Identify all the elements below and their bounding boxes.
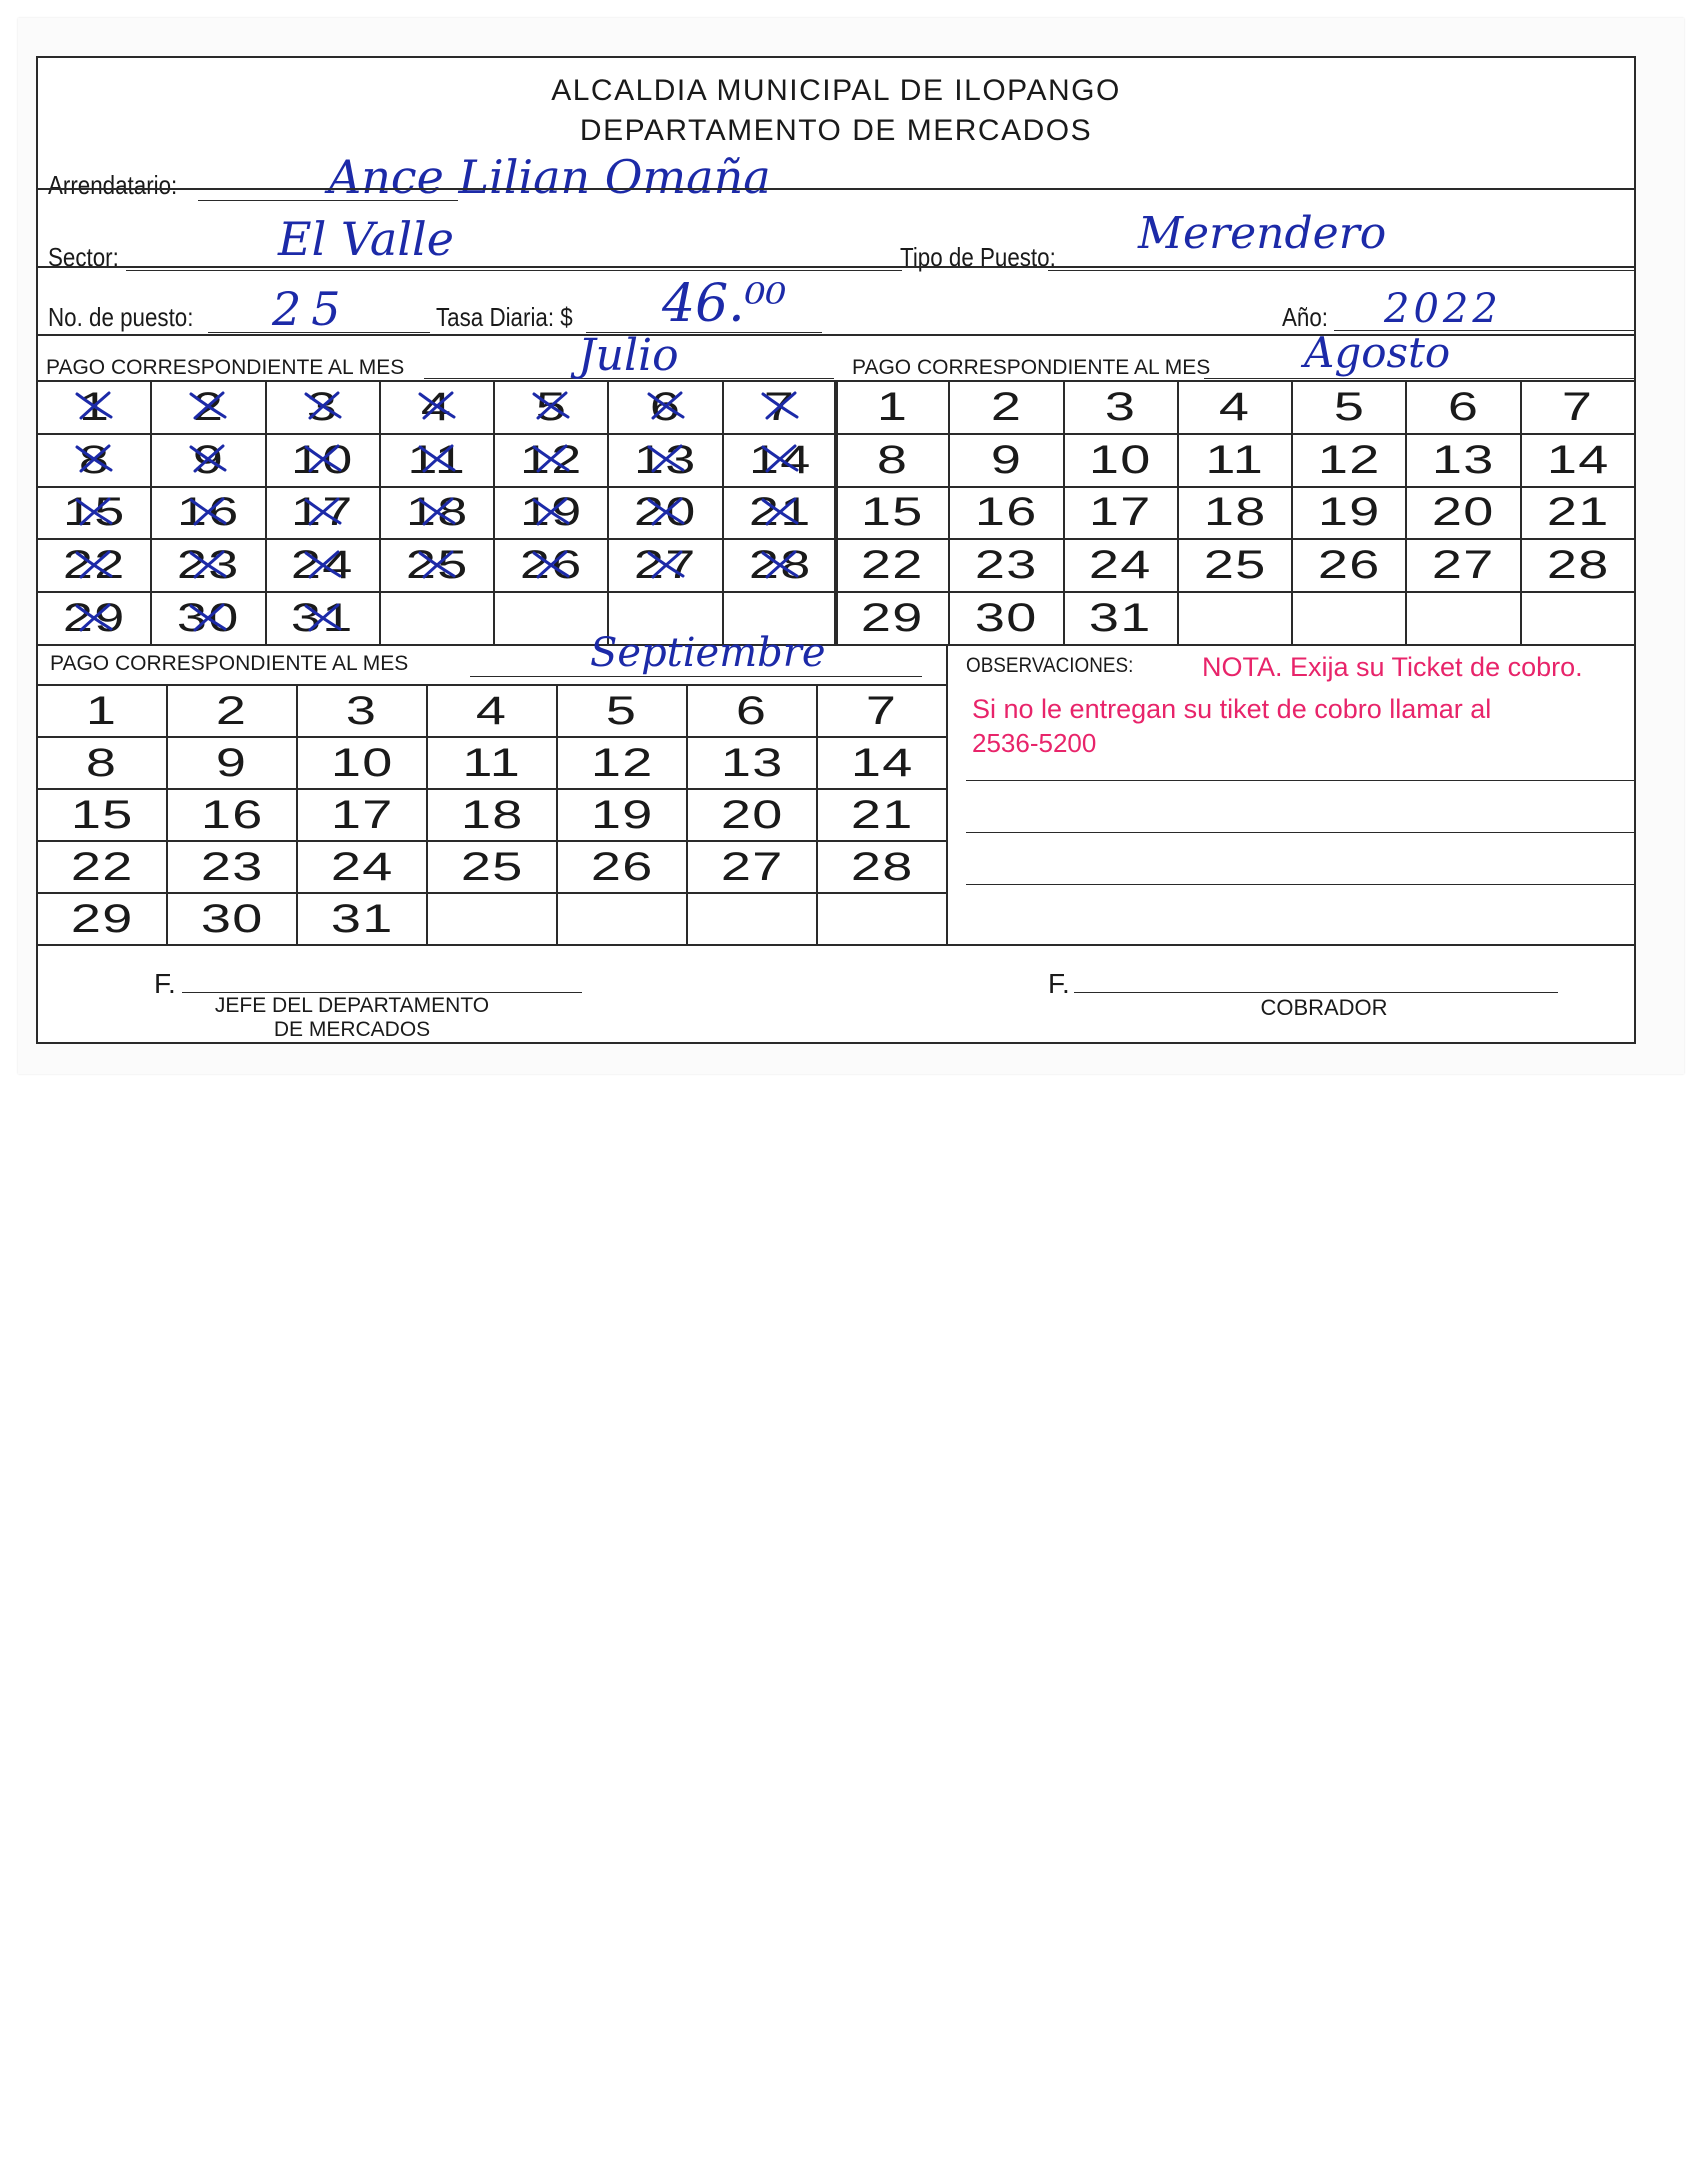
day-cell — [151, 487, 265, 540]
day-cell — [557, 685, 687, 737]
nota-ticket: NOTA. Exija su Ticket de cobro. — [1202, 652, 1583, 682]
day-number: 30 — [200, 896, 264, 941]
signature-label-cobrador: COBRADOR — [1260, 995, 1388, 1020]
day-number: 29 — [70, 896, 134, 941]
day-cell — [380, 539, 494, 592]
day-cell — [817, 841, 947, 893]
day-cell — [427, 841, 557, 893]
day-cell — [151, 381, 265, 434]
empty-cell — [1292, 592, 1406, 645]
calendar-septiembre — [36, 684, 948, 946]
day-number: 17 — [291, 490, 355, 535]
day-cell — [608, 539, 722, 592]
day-cell — [266, 381, 380, 434]
day-cell — [1406, 434, 1520, 487]
day-number: 26 — [590, 844, 654, 889]
day-cell — [167, 685, 297, 737]
day-cell — [37, 893, 167, 945]
department-title: DEPARTAMENTO DE MERCADOS — [579, 114, 1093, 147]
signature-label-jefe — [202, 994, 502, 1042]
day-cell — [380, 434, 494, 487]
calendar-week-row — [835, 434, 1635, 487]
day-number: 24 — [330, 844, 394, 889]
day-cell — [37, 592, 151, 645]
day-cell — [1521, 487, 1635, 540]
day-cell — [494, 539, 608, 592]
sector-value: El Valle — [278, 212, 454, 266]
day-cell — [427, 685, 557, 737]
day-cell — [608, 381, 722, 434]
day-number: 2 — [990, 384, 1023, 429]
day-cell — [494, 434, 608, 487]
municipality-title: ALCALDIA MUNICIPAL DE ILOPANGO — [551, 74, 1121, 107]
day-number: 21 — [748, 490, 812, 535]
day-number: 31 — [330, 896, 394, 941]
day-cell — [817, 685, 947, 737]
day-cell — [37, 737, 167, 789]
day-cell — [949, 592, 1063, 645]
empty-cell — [817, 893, 947, 945]
day-number: 1 — [78, 384, 110, 429]
day-cell — [1178, 487, 1292, 540]
month-underline-septiembre — [470, 676, 922, 677]
day-number: 23 — [975, 543, 1038, 588]
month-name-julio: Julio — [578, 330, 679, 381]
day-number: 11 — [462, 740, 522, 785]
day-number: 9 — [192, 437, 225, 482]
day-number: 21 — [850, 792, 914, 837]
day-cell — [835, 381, 949, 434]
day-number: 19 — [519, 490, 583, 535]
day-cell — [1292, 381, 1406, 434]
day-cell — [380, 487, 494, 540]
calendar-week-row — [37, 789, 947, 841]
day-number: 22 — [70, 844, 134, 889]
day-cell — [817, 789, 947, 841]
day-number: 10 — [1089, 437, 1153, 482]
day-cell — [167, 893, 297, 945]
day-number: 4 — [1219, 384, 1251, 429]
day-number: 30 — [177, 596, 240, 641]
day-cell — [151, 539, 265, 592]
day-number: 6 — [736, 688, 768, 733]
day-number: 31 — [291, 596, 355, 641]
empty-cell — [687, 893, 817, 945]
day-cell — [835, 487, 949, 540]
day-number: 16 — [200, 792, 264, 837]
day-cell — [835, 539, 949, 592]
day-number: 29 — [62, 596, 126, 641]
day-number: 30 — [975, 596, 1038, 641]
day-number: 5 — [535, 384, 567, 429]
signature-line-jefe — [182, 992, 582, 993]
day-number: 16 — [975, 490, 1038, 535]
day-number: 3 — [1105, 384, 1137, 429]
day-cell — [817, 737, 947, 789]
day-cell — [297, 685, 427, 737]
day-cell — [1521, 381, 1635, 434]
day-number: 25 — [1203, 543, 1267, 588]
day-cell — [494, 487, 608, 540]
empty-cell — [557, 893, 687, 945]
tipo-puesto-underline — [1048, 270, 1634, 271]
day-number: 13 — [1432, 437, 1495, 482]
day-cell — [557, 789, 687, 841]
row-divider — [38, 188, 1634, 190]
day-number: 22 — [860, 543, 924, 588]
calendar-week-row — [37, 487, 837, 540]
day-cell — [37, 434, 151, 487]
day-cell — [427, 789, 557, 841]
calendar-week-row — [37, 434, 837, 487]
day-number: 23 — [177, 543, 240, 588]
day-cell — [723, 381, 837, 434]
day-number: 4 — [421, 384, 453, 429]
day-cell — [687, 789, 817, 841]
day-cell — [167, 841, 297, 893]
day-cell — [297, 737, 427, 789]
day-number: 13 — [720, 740, 784, 785]
day-cell — [557, 841, 687, 893]
day-cell — [297, 789, 427, 841]
day-cell — [1521, 434, 1635, 487]
calendar-julio — [36, 380, 838, 646]
calendar-week-row — [37, 737, 947, 789]
day-number: 28 — [850, 844, 914, 889]
observaciones-line — [966, 780, 1634, 781]
day-cell — [1406, 539, 1520, 592]
day-cell — [949, 487, 1063, 540]
day-number: 27 — [1432, 543, 1495, 588]
day-cell — [167, 737, 297, 789]
calendar-week-row — [835, 487, 1635, 540]
day-cell — [266, 487, 380, 540]
observaciones-label: OBSERVACIONES: — [966, 654, 1134, 677]
day-cell — [1521, 539, 1635, 592]
day-cell — [1178, 539, 1292, 592]
day-cell — [949, 539, 1063, 592]
puesto-value: 25 — [272, 282, 351, 336]
day-cell — [151, 434, 265, 487]
day-number: 8 — [78, 437, 110, 482]
day-number: 2 — [192, 384, 225, 429]
calendar-week-row — [37, 381, 837, 434]
observaciones-line — [966, 884, 1634, 885]
day-number: 16 — [177, 490, 240, 535]
tasa-diaria-value: 46.⁰⁰ — [662, 274, 787, 334]
empty-cell — [1178, 592, 1292, 645]
day-number: 12 — [1317, 437, 1381, 482]
signature-prefix-cobrador: F. — [1048, 968, 1070, 999]
day-cell — [835, 592, 949, 645]
day-cell — [266, 592, 380, 645]
day-number: 31 — [1089, 596, 1153, 641]
day-number: 17 — [1089, 490, 1153, 535]
day-number: 3 — [307, 384, 339, 429]
day-number: 14 — [748, 437, 812, 482]
empty-cell — [427, 893, 557, 945]
sector-underline — [126, 270, 902, 271]
day-number: 10 — [291, 437, 355, 482]
day-cell — [723, 434, 837, 487]
empty-cell — [1521, 592, 1635, 645]
day-cell — [1406, 487, 1520, 540]
day-number: 3 — [346, 688, 378, 733]
calendar-week-row — [37, 893, 947, 945]
day-number: 5 — [606, 688, 638, 733]
day-cell — [1064, 592, 1178, 645]
day-number: 18 — [1203, 490, 1267, 535]
day-number: 24 — [1089, 543, 1153, 588]
day-number: 18 — [460, 792, 524, 837]
sector-label: Sector: — [48, 242, 119, 272]
calendar-week-row — [37, 841, 947, 893]
day-number: 19 — [1317, 490, 1381, 535]
tipo-puesto-label: Tipo de Puesto: — [900, 242, 1056, 272]
signature-divider — [38, 944, 1634, 946]
signature-prefix-jefe: F. — [154, 968, 176, 999]
day-cell — [37, 841, 167, 893]
day-cell — [1064, 434, 1178, 487]
day-cell — [266, 434, 380, 487]
day-number: 12 — [519, 437, 583, 482]
day-number: 8 — [876, 437, 908, 482]
day-number: 21 — [1546, 490, 1610, 535]
day-cell — [1292, 539, 1406, 592]
day-number: 1 — [86, 688, 118, 733]
day-number: 22 — [62, 543, 126, 588]
row-divider — [38, 266, 1634, 268]
day-cell — [1064, 539, 1178, 592]
day-cell — [1178, 381, 1292, 434]
day-cell — [427, 737, 557, 789]
day-number: 7 — [764, 384, 796, 429]
day-number: 29 — [860, 596, 924, 641]
arrendatario-label: Arrendatario: — [48, 170, 178, 200]
tipo-puesto-value: Merendero — [1138, 208, 1387, 259]
day-cell — [608, 487, 722, 540]
anio-value: 2022 — [1384, 286, 1502, 332]
day-number: 13 — [634, 437, 697, 482]
day-number: 5 — [1333, 384, 1365, 429]
day-number: 14 — [850, 740, 914, 785]
day-number: 12 — [590, 740, 654, 785]
day-cell — [37, 381, 151, 434]
day-cell — [835, 434, 949, 487]
day-cell — [687, 737, 817, 789]
day-number: 20 — [720, 792, 784, 837]
day-number: 4 — [476, 688, 508, 733]
calendar-agosto — [834, 380, 1636, 646]
day-cell — [723, 487, 837, 540]
calendar-week-row — [835, 381, 1635, 434]
day-cell — [297, 841, 427, 893]
day-cell — [1292, 487, 1406, 540]
day-number: 14 — [1546, 437, 1610, 482]
day-number: 15 — [70, 792, 134, 837]
day-number: 19 — [590, 792, 654, 837]
signature-label-jefe-line2: DE MERCADOS — [273, 1018, 431, 1041]
month-label-julio: PAGO CORRESPONDIENTE AL MES — [46, 356, 405, 379]
day-cell — [687, 841, 817, 893]
day-number: 11 — [1205, 437, 1265, 482]
day-cell — [1064, 487, 1178, 540]
anio-label: Año: — [1282, 302, 1329, 332]
arrendatario-value: Ance Lilian Omaña — [328, 150, 771, 204]
day-number: 9 — [216, 740, 248, 785]
day-cell — [1292, 434, 1406, 487]
day-cell — [167, 789, 297, 841]
day-cell — [1064, 381, 1178, 434]
day-cell — [380, 381, 494, 434]
day-cell — [37, 487, 151, 540]
calendar-week-row — [37, 539, 837, 592]
day-number: 11 — [407, 437, 467, 482]
puesto-label: No. de puesto: — [48, 302, 194, 332]
day-cell — [723, 539, 837, 592]
day-number: 8 — [86, 740, 118, 785]
day-cell — [297, 893, 427, 945]
day-number: 28 — [1546, 543, 1610, 588]
calendar-week-row — [835, 539, 1635, 592]
calendar-week-row — [835, 592, 1635, 645]
day-number: 9 — [990, 437, 1023, 482]
day-cell — [1178, 434, 1292, 487]
day-cell — [37, 685, 167, 737]
day-cell — [1406, 381, 1520, 434]
day-number: 24 — [291, 543, 355, 588]
month-underline-agosto — [1204, 378, 1634, 379]
month-name-septiembre: Septiembre — [590, 630, 826, 676]
day-number: 7 — [1562, 384, 1594, 429]
day-number: 10 — [330, 740, 394, 785]
day-cell — [266, 539, 380, 592]
empty-cell — [380, 592, 494, 645]
day-number: 27 — [720, 844, 784, 889]
day-number: 6 — [649, 384, 682, 429]
day-number: 6 — [1447, 384, 1480, 429]
signature-line-cobrador — [1074, 992, 1558, 993]
day-number: 20 — [634, 490, 697, 535]
month-label-agosto: PAGO CORRESPONDIENTE AL MES — [852, 356, 1211, 379]
day-number: 28 — [748, 543, 812, 588]
day-cell — [37, 789, 167, 841]
day-cell — [494, 381, 608, 434]
day-number: 20 — [1432, 490, 1495, 535]
day-number: 7 — [866, 688, 898, 733]
day-cell — [949, 381, 1063, 434]
day-number: 27 — [634, 543, 697, 588]
day-number: 15 — [860, 490, 924, 535]
day-number: 26 — [519, 543, 583, 588]
day-number: 25 — [460, 844, 524, 889]
month-label-septiembre: PAGO CORRESPONDIENTE AL MES — [50, 652, 409, 675]
day-cell — [37, 539, 151, 592]
aviso-line-1: Si no le entregan su tiket de cobro llamar al — [972, 694, 1492, 724]
month-name-agosto: Agosto — [1304, 328, 1451, 377]
day-cell — [151, 592, 265, 645]
day-number: 25 — [405, 543, 469, 588]
tasa-diaria-label: Tasa Diaria: $ — [436, 302, 573, 332]
day-number: 18 — [405, 490, 469, 535]
calendar-week-row — [37, 685, 947, 737]
payment-form — [36, 56, 1636, 1044]
day-number: 1 — [876, 384, 908, 429]
day-number: 2 — [216, 688, 248, 733]
day-cell — [949, 434, 1063, 487]
observaciones-divider — [946, 644, 948, 946]
day-number: 26 — [1317, 543, 1381, 588]
day-number: 15 — [62, 490, 126, 535]
observaciones-line — [966, 832, 1634, 833]
day-cell — [557, 737, 687, 789]
day-number: 17 — [330, 792, 394, 837]
day-cell — [687, 685, 817, 737]
signature-label-jefe-line1: JEFE DEL DEPARTAMENTO — [214, 994, 490, 1017]
aviso-line-2: 2536-5200 — [972, 728, 1097, 758]
day-cell — [608, 434, 722, 487]
empty-cell — [1406, 592, 1520, 645]
day-number: 23 — [200, 844, 264, 889]
